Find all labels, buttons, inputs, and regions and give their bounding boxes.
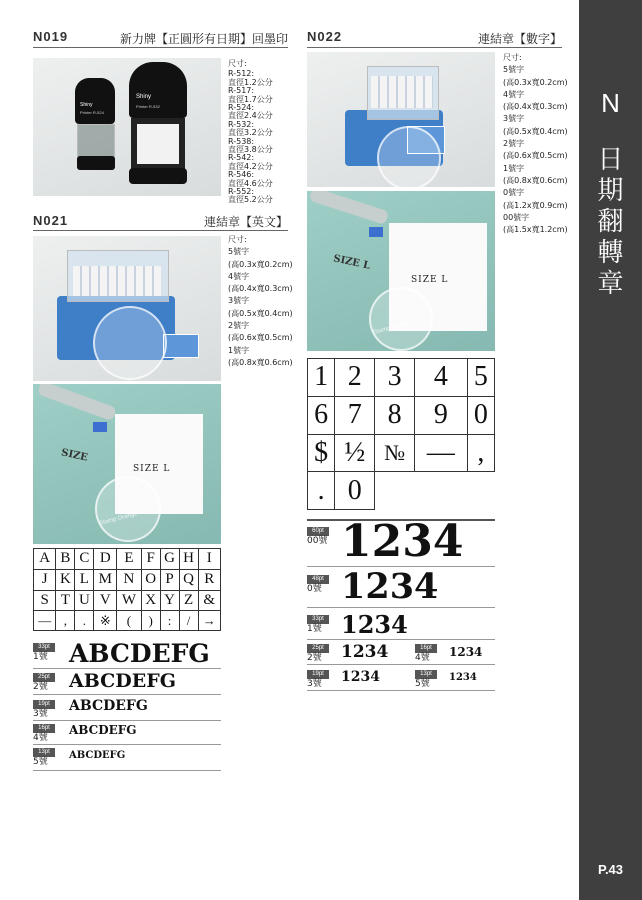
spec-line: 3號字	[228, 296, 250, 306]
spec-line: (高0.8x寬0.6cm)	[503, 175, 568, 185]
round-stamp-large-frame	[131, 118, 185, 170]
n022-rule	[307, 47, 562, 48]
glyph-cell: B	[56, 549, 75, 570]
spec-line: 1號字	[228, 345, 250, 355]
spec-line: 2號字	[503, 139, 525, 149]
sample-text: 1234	[341, 669, 380, 685]
sample-text: 1234	[341, 642, 389, 662]
size-no: 0號	[307, 584, 322, 594]
spec-line: 直徑3.8公分	[228, 144, 273, 154]
glyph-cell: (	[117, 611, 141, 631]
round-stamp-large-brand: Shiny	[136, 94, 152, 100]
number-sample-1	[307, 612, 495, 638]
letter-blocks	[73, 266, 161, 296]
spec-line: 直徑1.2公分	[228, 77, 273, 87]
category-title-char: 期	[597, 176, 624, 206]
glyph-cell: P	[160, 569, 179, 590]
glyph-cell-empty	[467, 472, 494, 510]
glyph-cell: .	[308, 472, 335, 510]
spec-line: 直徑4.2公分	[228, 161, 273, 171]
size-pt: 25pt	[307, 644, 329, 653]
round-stamp-small-foot	[77, 156, 115, 170]
glyph-cell: H	[179, 549, 198, 570]
size-badge	[33, 673, 55, 693]
size-no: 1號	[33, 652, 48, 662]
spec-line: 3號字	[503, 114, 525, 124]
sample-text: ABCDEFG	[69, 698, 148, 714]
n019-code: N019	[33, 29, 69, 44]
size-pt: 19pt	[33, 700, 55, 709]
spec-line: R-532:	[228, 119, 255, 129]
round-stamp-large-model: Printer R-532	[136, 104, 160, 109]
size-pt: 19pt	[307, 670, 329, 679]
size-badge	[33, 748, 55, 768]
spec-line: 0號字	[503, 188, 525, 198]
round-stamp-small-brand: Shiny	[80, 102, 93, 108]
number-grid	[307, 358, 495, 510]
size-pt: 33pt	[33, 643, 55, 652]
sample-text: 1234	[449, 672, 477, 683]
spec-line: R-542:	[228, 153, 255, 163]
sample-row-1	[33, 640, 221, 668]
size-pt: 60pt	[307, 527, 329, 536]
glyph-cell: Q	[179, 569, 198, 590]
glyph-cell: —	[415, 434, 468, 472]
spec-line: 5號字	[228, 247, 250, 257]
sample-divider	[307, 664, 495, 665]
glyph-cell: ½	[335, 434, 375, 472]
spec-line: 直徑2.4公分	[228, 111, 273, 121]
glyph-cell: :	[160, 611, 179, 631]
n019-specs	[228, 58, 273, 205]
size-pt: 25pt	[33, 673, 55, 682]
glyph-cell: ,	[467, 434, 494, 472]
number-sample-2-4	[307, 642, 495, 664]
spec-line: 尺寸:	[228, 59, 247, 68]
size-no: 1號	[307, 624, 322, 634]
size-badge	[307, 575, 329, 595]
watermark-icon	[377, 126, 441, 187]
glyph-cell: →	[198, 611, 220, 631]
watermark-text: Stamp Orange	[98, 511, 139, 527]
category-sidebar	[579, 0, 642, 900]
glyph-cell: 2	[335, 359, 375, 397]
size-pt: 33pt	[307, 615, 329, 624]
spec-line: R-517:	[228, 86, 255, 96]
stamp-handle-icon	[309, 191, 389, 225]
glyph-cell: 3	[375, 359, 415, 397]
sample-text: ABCDEFG	[69, 750, 126, 761]
size-pt: 16pt	[33, 724, 55, 733]
spec-line: R-552:	[228, 186, 255, 196]
spec-line: (高0.8x寬0.6cm)	[228, 357, 293, 367]
glyph-cell: 7	[335, 396, 375, 434]
sample-text: 1234	[341, 610, 408, 639]
size-pt: 48pt	[307, 575, 329, 584]
spec-line: 00號字	[503, 212, 530, 222]
sample-row-5	[33, 746, 221, 770]
number-sample-3-5	[307, 668, 495, 690]
sample-divider	[33, 668, 221, 669]
alphabet-grid	[33, 548, 221, 631]
spec-line: (高1.2x寬0.9cm)	[503, 200, 568, 210]
spec-line: (高0.5x寬0.4cm)	[503, 126, 568, 136]
glyph-cell: —	[34, 611, 56, 631]
glyph-cell: №	[375, 434, 415, 472]
glyph-cell: W	[117, 590, 141, 611]
glyph-cell: X	[141, 590, 160, 611]
size-no: 4號	[33, 733, 48, 743]
glyph-cell: 0	[335, 472, 375, 510]
glyph-cell: 1	[308, 359, 335, 397]
glyph-cell: 5	[467, 359, 494, 397]
n022-photo-tag	[307, 191, 495, 351]
n021-photo-box	[33, 236, 221, 381]
glyph-cell: 0	[467, 396, 494, 434]
n022-title: 連結章【數字】	[477, 32, 562, 46]
size-no: 2號	[33, 682, 48, 692]
glyph-cell: S	[34, 590, 56, 611]
glyph-cell: J	[34, 569, 56, 590]
round-stamp-large-foot	[129, 168, 187, 184]
sample-divider	[307, 690, 495, 691]
spec-line: 直徑4.6公分	[228, 178, 273, 188]
spec-line: R-538:	[228, 136, 255, 146]
sample-row-2	[33, 670, 221, 694]
glyph-cell: &	[198, 590, 220, 611]
spec-line: R-546:	[228, 170, 255, 180]
n021-code: N021	[33, 213, 69, 228]
glyph-cell: D	[94, 549, 117, 570]
spec-line: 1號字	[503, 163, 525, 173]
glyph-cell: I	[198, 549, 220, 570]
sample-text: 1234	[449, 645, 483, 659]
spec-line: (高1.5x寬1.2cm)	[503, 225, 568, 235]
sample-text: ABCDEFG	[69, 670, 176, 692]
glyph-cell: 8	[375, 396, 415, 434]
spec-line: (高0.6x寬0.5cm)	[503, 151, 568, 161]
spec-line: (高0.3x寬0.2cm)	[228, 259, 293, 269]
tag-size-text: SIZE L	[133, 464, 171, 474]
sample-divider	[33, 744, 221, 745]
sample-divider	[33, 720, 221, 721]
n021-rule	[33, 230, 288, 231]
n021-photo-tag	[33, 384, 221, 544]
spec-line: 直徑1.7公分	[228, 94, 273, 104]
glyph-cell: .	[75, 611, 94, 631]
size-no: 3號	[33, 709, 48, 719]
category-title-char: 轉	[597, 238, 624, 268]
glyph-cell: R	[198, 569, 220, 590]
spec-line: 5號字	[503, 65, 525, 75]
spec-line: 尺寸:	[228, 235, 247, 244]
stamp-letters: SIZE	[60, 447, 89, 464]
glyph-cell: 9	[415, 396, 468, 434]
stamp-letters: SIZE L	[332, 253, 372, 272]
round-stamp-large-top	[129, 62, 187, 118]
spec-line: (高0.4x寬0.3cm)	[503, 102, 568, 112]
glyph-cell: E	[117, 549, 141, 570]
spec-line: 4號字	[228, 271, 250, 281]
size-no: 5號	[33, 757, 48, 767]
size-no: 4號	[415, 653, 430, 663]
spec-line: R-524:	[228, 102, 255, 112]
spec-line: 4號字	[503, 89, 525, 99]
size-no: 00號	[307, 536, 328, 546]
n022-photo-box	[307, 52, 495, 187]
glyph-cell: ,	[56, 611, 75, 631]
spec-line: 2號字	[228, 321, 250, 331]
glyph-cell-empty	[375, 472, 415, 510]
spec-line: (高0.6x寬0.5cm)	[228, 333, 293, 343]
n021-specs	[228, 234, 293, 369]
number-blocks	[371, 76, 433, 108]
glyph-cell: L	[75, 569, 94, 590]
n022-specs	[503, 52, 568, 236]
tag-size-text: SIZE L	[411, 275, 449, 285]
n019-photo	[33, 58, 221, 196]
stamp-holder-icon	[163, 334, 199, 358]
handle-clip-icon	[93, 422, 107, 432]
size-no: 5號	[415, 679, 430, 689]
size-badge	[307, 644, 329, 664]
watermark-icon	[95, 476, 161, 542]
glyph-cell: Z	[179, 590, 198, 611]
size-badge	[415, 644, 437, 664]
sample-divider	[33, 694, 221, 695]
glyph-cell: K	[56, 569, 75, 590]
size-badge	[33, 700, 55, 720]
size-badge	[415, 670, 437, 690]
n019-title: 新力牌【正圓形有日期】回墨印	[119, 32, 288, 46]
size-badge	[33, 643, 55, 663]
sample-text: ABCDEFG	[69, 723, 137, 737]
stamp-handle-icon	[37, 384, 117, 421]
category-title-char: 翻	[597, 207, 624, 237]
glyph-cell: 6	[308, 396, 335, 434]
size-no: 3號	[307, 679, 322, 689]
number-sample-0	[307, 566, 495, 607]
glyph-cell: C	[75, 549, 94, 570]
sample-text: 1234	[341, 566, 439, 607]
sample-divider	[307, 639, 495, 640]
round-stamp-small-model: Printer R-524	[80, 110, 104, 115]
sample-divider	[33, 770, 221, 771]
glyph-cell: $	[308, 434, 335, 472]
watermark-text: Stamp Orange	[372, 320, 413, 336]
category-title	[579, 145, 642, 300]
glyph-cell: G	[160, 549, 179, 570]
round-stamp-small-top	[75, 78, 115, 124]
size-badge	[307, 615, 329, 635]
glyph-cell: Y	[160, 590, 179, 611]
glyph-cell: )	[141, 611, 160, 631]
size-pt: 13pt	[415, 670, 437, 679]
glyph-cell: U	[75, 590, 94, 611]
n021-title: 連結章【英文】	[203, 215, 288, 229]
size-no: 2號	[307, 653, 322, 663]
glyph-cell: 4	[415, 359, 468, 397]
n022-code: N022	[307, 29, 343, 44]
spec-line: (高0.4x寬0.3cm)	[228, 284, 293, 294]
sample-text: 1234	[341, 516, 464, 567]
glyph-cell: N	[117, 569, 141, 590]
spec-line: 直徑3.2公分	[228, 128, 273, 138]
category-title-char: 章	[597, 269, 624, 299]
glyph-cell: F	[141, 549, 160, 570]
glyph-cell: M	[94, 569, 117, 590]
size-badge	[33, 724, 55, 744]
category-letter: N	[601, 88, 620, 118]
watermark-icon	[369, 287, 433, 351]
number-sample-00	[307, 516, 495, 567]
glyph-cell: A	[34, 549, 56, 570]
glyph-cell: T	[56, 590, 75, 611]
size-badge	[307, 670, 329, 690]
glyph-cell: O	[141, 569, 160, 590]
glyph-cell-empty	[415, 472, 468, 510]
category-title-char: 日	[597, 145, 624, 175]
watermark-icon	[93, 306, 167, 380]
sample-row-3	[33, 698, 221, 720]
spec-line: 尺寸:	[503, 53, 522, 62]
size-pt: 16pt	[415, 644, 437, 653]
sample-divider	[307, 607, 495, 608]
spec-line: (高0.3x寬0.2cm)	[503, 77, 568, 87]
spec-line: 直徑5.2公分	[228, 195, 273, 205]
glyph-cell: V	[94, 590, 117, 611]
glyph-cell: ※	[94, 611, 117, 631]
sample-text: ABCDEFG	[69, 639, 210, 668]
handle-clip-icon	[369, 227, 383, 237]
spec-line: (高0.5x寬0.4cm)	[228, 308, 293, 318]
size-pt: 13pt	[33, 748, 55, 757]
size-badge	[307, 527, 329, 547]
spec-line: R-512:	[228, 69, 255, 79]
n019-rule	[33, 47, 288, 48]
sample-row-4	[33, 722, 221, 744]
round-stamp-small-base	[77, 124, 115, 160]
glyph-cell: /	[179, 611, 198, 631]
page-number: P.43	[597, 862, 624, 877]
